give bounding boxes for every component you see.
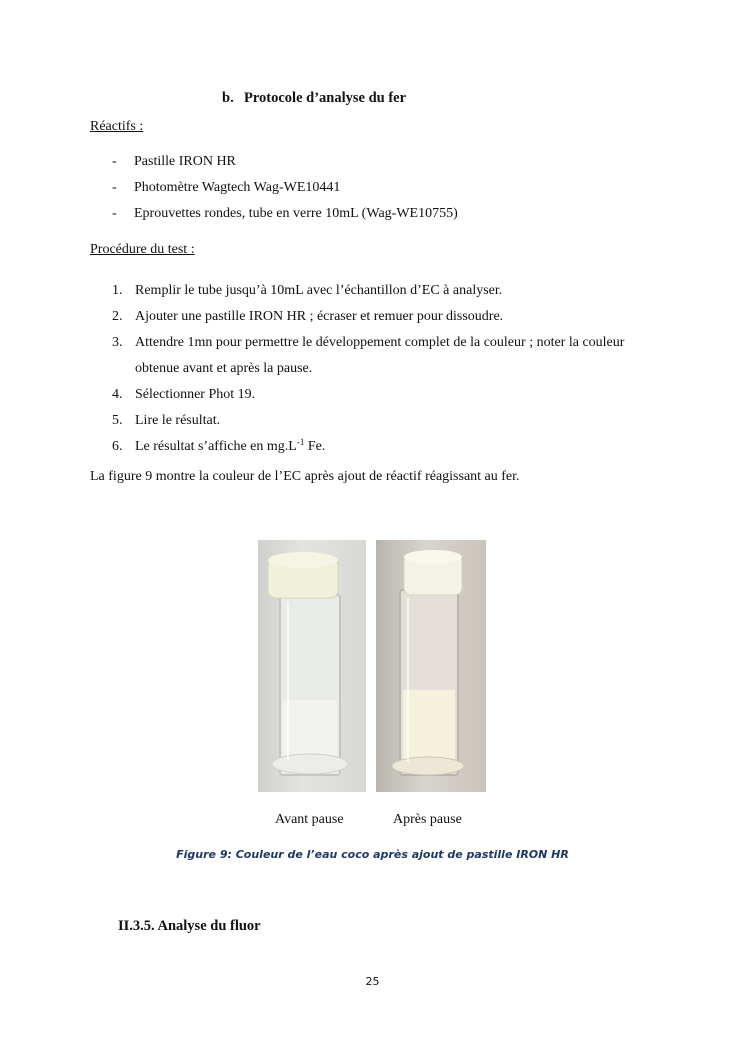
section-letter: b. xyxy=(222,90,234,106)
body-paragraph: La figure 9 montre la couleur de l’EC après ajout de réactif réagissant au fer. xyxy=(90,469,520,484)
section-heading-b xyxy=(222,90,406,107)
reactifs-title: Réactifs : xyxy=(90,119,144,134)
section-title: Protocole d’analyse du fer xyxy=(244,90,407,106)
list-item: 1. Remplir le tube jusqu’à 10mL avec l’échantillon d’EC à analyser. xyxy=(112,283,503,298)
list-item: - Eprouvettes rondes, tube en verre 10mL (Wag-WE10755) xyxy=(112,206,458,221)
photo-apres-pause xyxy=(376,540,486,792)
list-item: - Pastille IRON HR xyxy=(112,154,236,169)
figure-caption: Figure 9: Couleur de l’eau coco après ajout de pastille IRON HR xyxy=(176,848,569,861)
test-tube-image xyxy=(376,540,486,792)
test-tube-image xyxy=(258,540,366,792)
caption-avant-pause: Avant pause xyxy=(275,812,344,827)
list-item: 3. Attendre 1mn pour permettre le développement complet de la couleur ; noter la couleur obtenue avant et après la pause. xyxy=(112,335,625,376)
procedure-title: Procédure du test : xyxy=(90,242,195,257)
next-section-heading: II.3.5. Analyse du fluor xyxy=(118,918,261,934)
list-item: 5. Lire le résultat. xyxy=(112,413,221,428)
caption-apres-pause: Après pause xyxy=(393,812,462,827)
procedure-steps xyxy=(112,278,672,460)
list-item: 2. Ajouter une pastille IRON HR ; écraser et remuer pour dissoudre. xyxy=(112,309,504,324)
photo-avant-pause xyxy=(258,540,366,792)
list-item: - Photomètre Wagtech Wag-WE10441 xyxy=(112,180,341,195)
list-item: 6. Le résultat s’affiche en $mg.L^{-1}$ Fe. xyxy=(112,437,326,454)
reactifs-list xyxy=(112,154,458,232)
page-number: 25 xyxy=(365,975,380,988)
list-item: 4. Sélectionner Phot 19. xyxy=(112,387,256,402)
